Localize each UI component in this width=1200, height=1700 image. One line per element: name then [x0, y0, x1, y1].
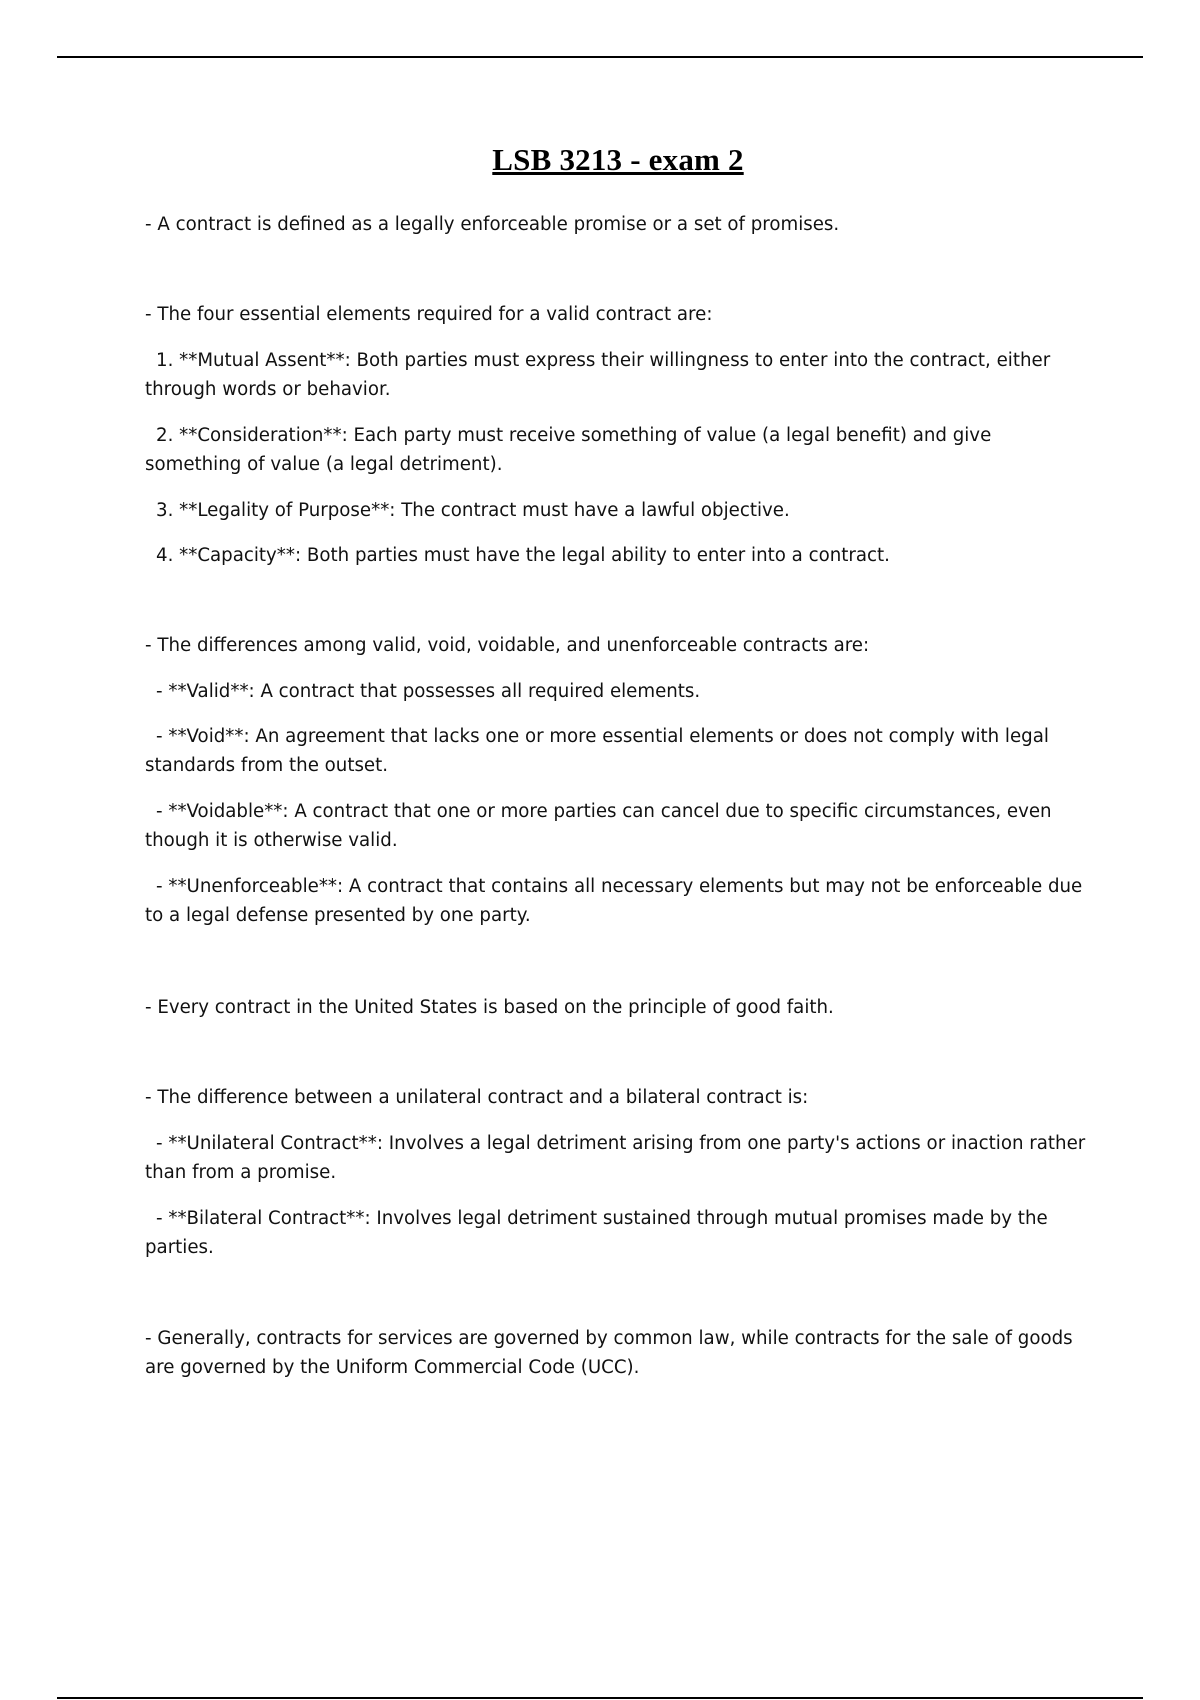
list-item-bilateral-contract: - **Bilateral Contract**: Involves legal detriment sustained through mutual promises made by the parties. [145, 1208, 1048, 1258]
paragraph-contract-definition: - A contract is defined as a legally enforceable promise or a set of promises. [145, 214, 840, 235]
list-item-mutual-assent: 1. **Mutual Assent**: Both parties must express their willingness to enter into the contract, either through words or behavior. [145, 350, 1051, 400]
paragraph-contract-types-intro: - The differences among valid, void, voidable, and unenforceable contracts are: [145, 635, 870, 656]
list-item-consideration: 2. **Consideration**: Each party must receive something of value (a legal benefit) and give something of value (a legal detriment). [145, 425, 992, 475]
page-title: LSB 3213 - exam 2 [492, 142, 744, 177]
list-item-void: - **Void**: An agreement that lacks one or more essential elements or does not comply with legal standards from the outset. [145, 726, 1049, 776]
paragraph-common-law-ucc: - Generally, contracts for services are governed by common law, while contracts for the sale of goods are governed by the Uniform Commercial Code (UCC). [145, 1328, 1073, 1378]
paragraph-essential-elements-intro: - The four essential elements required for a valid contract are: [145, 304, 713, 325]
list-item-unilateral-contract: - **Unilateral Contract**: Involves a legal detriment arising from one party's actions or inaction rather than from a promise. [145, 1133, 1086, 1183]
list-item-voidable: - **Voidable**: A contract that one or more parties can cancel due to specific circumstances, even though it is otherwise valid. [145, 801, 1052, 851]
list-item-legality-of-purpose: 3. **Legality of Purpose**: The contract must have a lawful objective. [156, 500, 790, 521]
list-item-capacity: 4. **Capacity**: Both parties must have the legal ability to enter into a contract. [156, 545, 890, 566]
bottom-rule [57, 1697, 1143, 1699]
paragraph-good-faith: - Every contract in the United States is based on the principle of good faith. [145, 997, 834, 1018]
list-item-unenforceable: - **Unenforceable**: A contract that contains all necessary elements but may not be enforceable due to a legal defense presented by one party. [145, 876, 1083, 926]
top-rule [57, 56, 1143, 58]
list-item-valid: - **Valid**: A contract that possesses all required elements. [156, 681, 701, 702]
paragraph-unilateral-bilateral-intro: - The difference between a unilateral contract and a bilateral contract is: [145, 1087, 809, 1108]
